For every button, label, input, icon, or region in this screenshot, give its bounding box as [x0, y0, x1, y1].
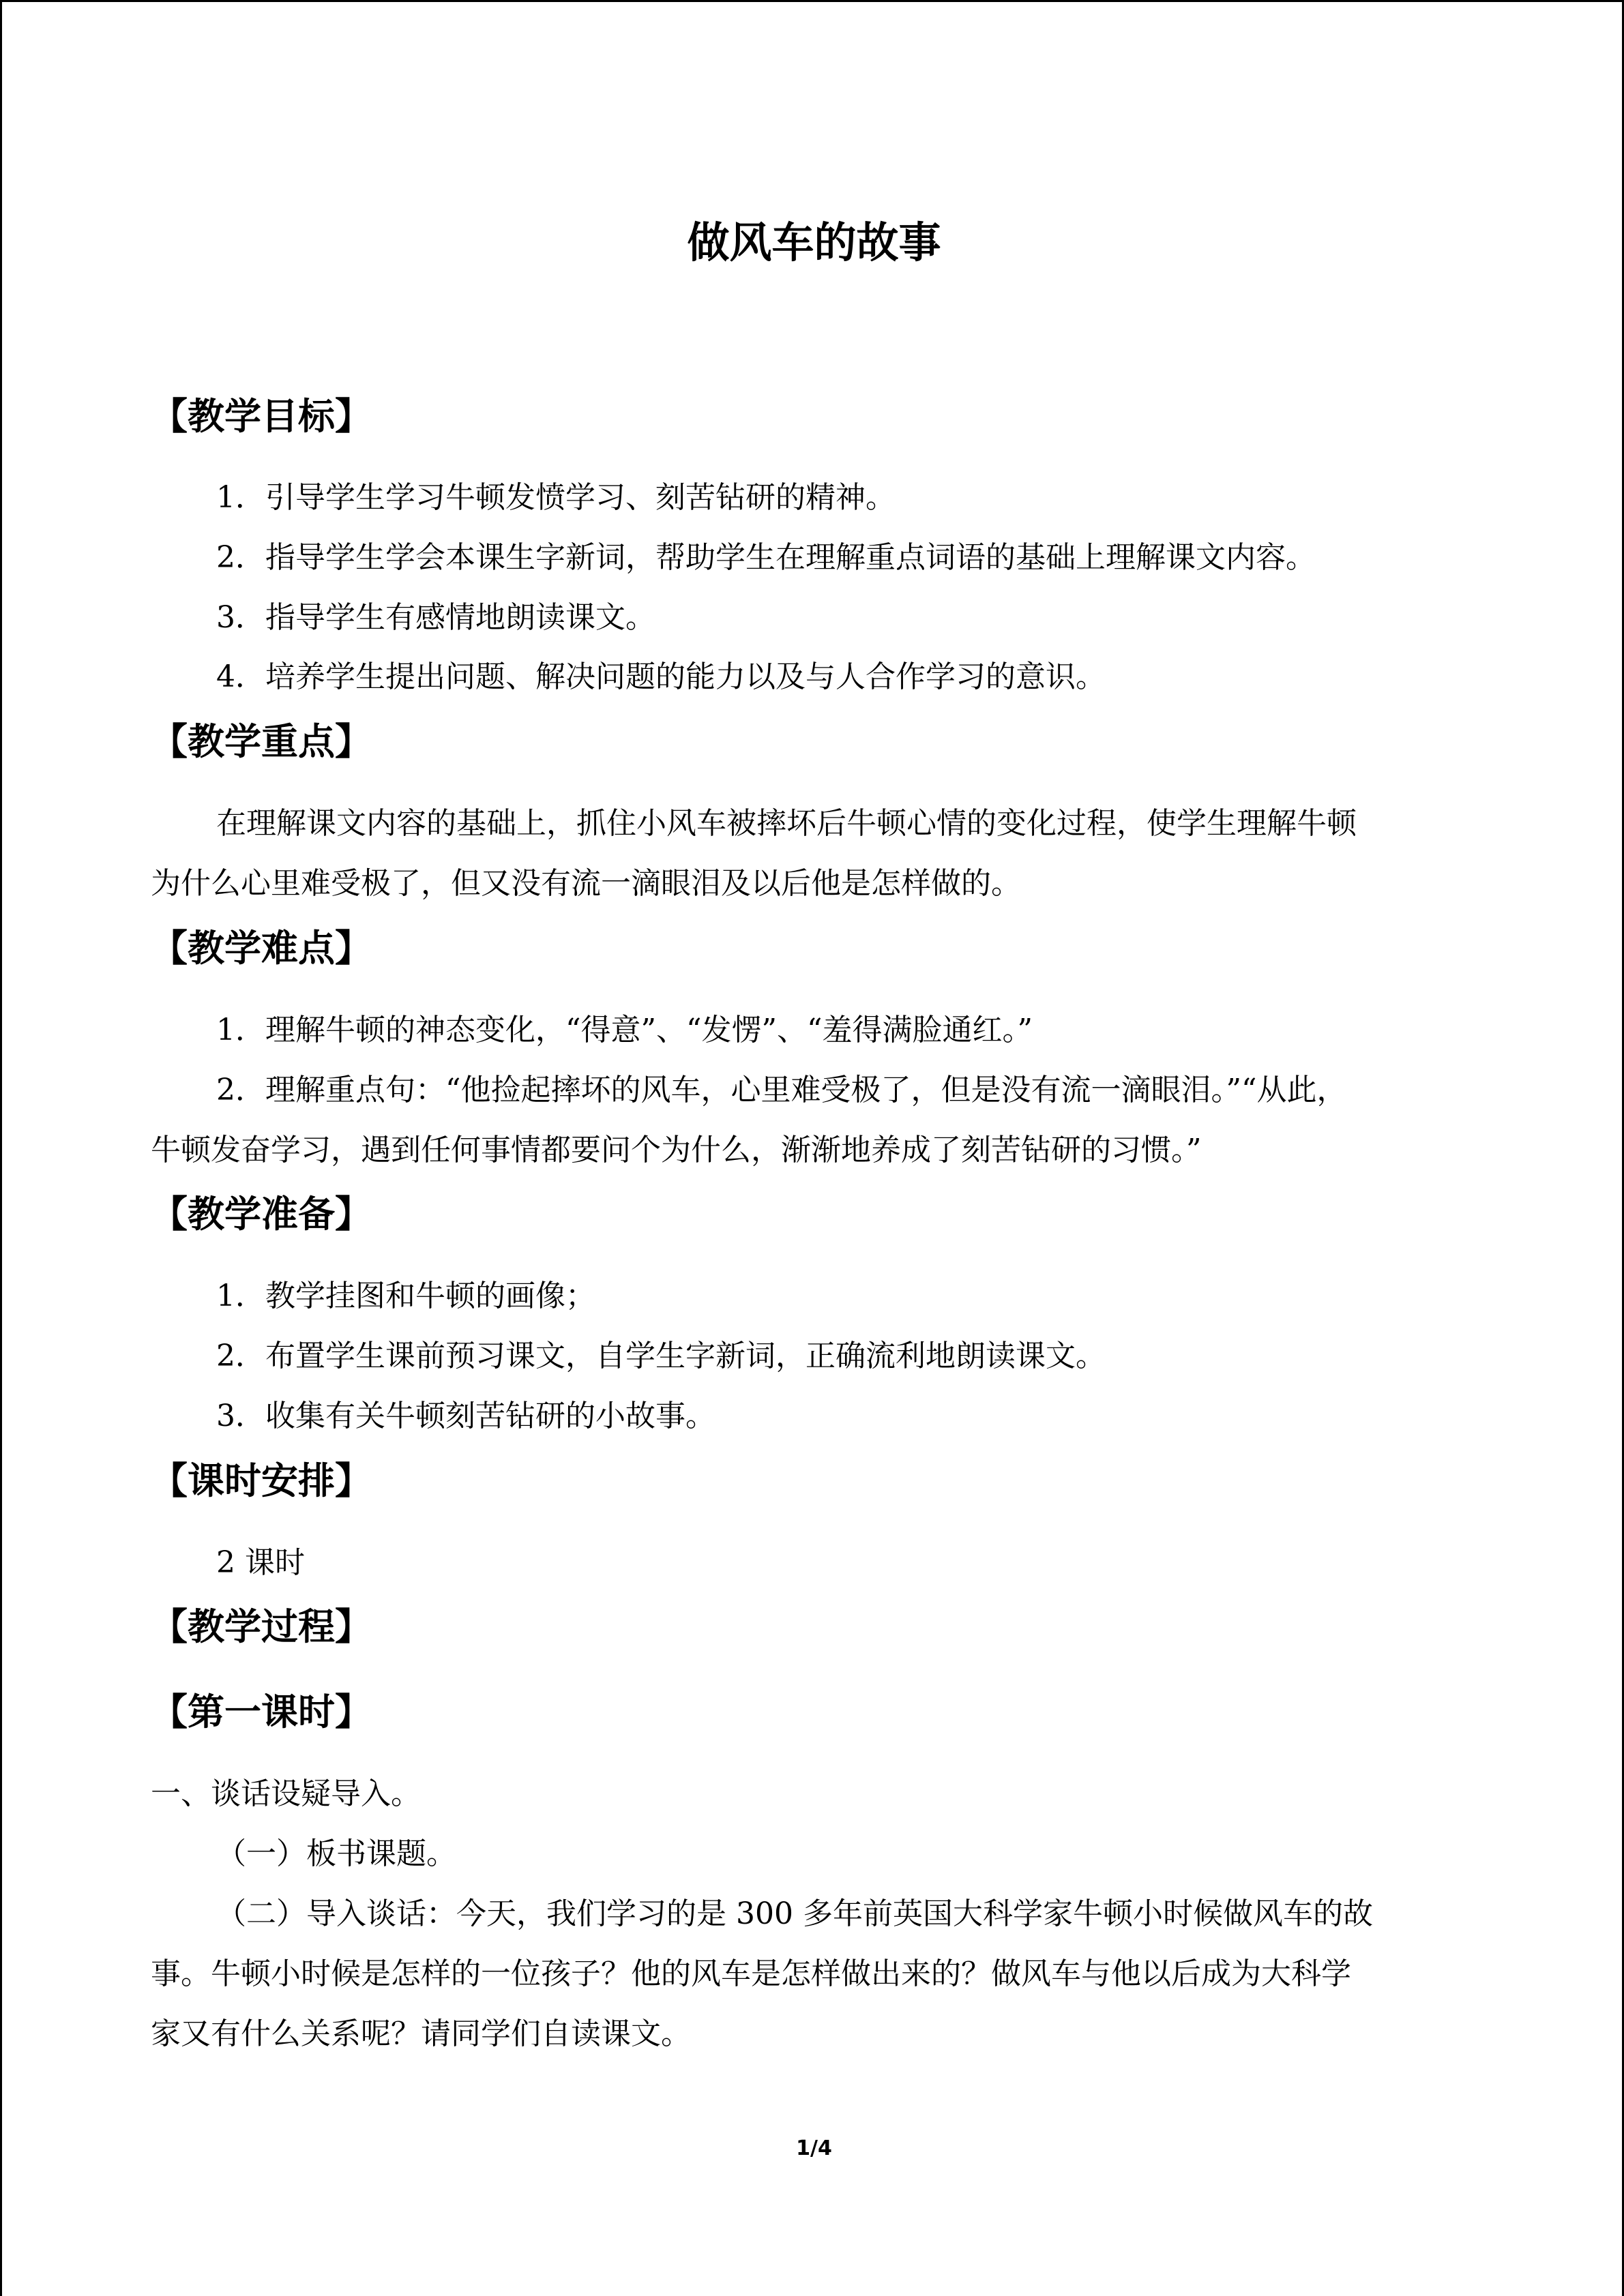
first-lesson-sub-2-line-3: 家又有什么关系呢？请同学们自读课文。: [151, 2016, 691, 2051]
page-number: 1/4: [796, 2136, 832, 2160]
heading-process: 【教学过程】: [151, 1605, 372, 1648]
difficulties-line-1: 1．理解牛顿的神态变化，“得意”、“发愣”、“羞得满脸通红。”: [216, 1013, 1033, 1047]
first-lesson-sub-2-line-2: 事。牛顿小时候是怎样的一位孩子？他的风车是怎样做出来的？做风车与他以后成为大科学: [151, 1956, 1351, 1991]
key-points-line-2: 为什么心里难受极了，但又没有流一滴眼泪及以后他是怎样做的。: [151, 866, 1021, 901]
objective-item-4: 4．培养学生提出问题、解决问题的能力以及与人合作学习的意识。: [216, 659, 1106, 694]
heading-difficulties: 【教学难点】: [151, 927, 372, 970]
document-title: 做风车的故事: [687, 218, 941, 267]
first-lesson-sub-2-line-1: （二）导入谈话：今天，我们学习的是 300 多年前英国大科学家牛顿小时候做风车的故: [216, 1896, 1373, 1931]
preparation-item-2: 2．布置学生课前预习课文，自学生字新词，正确流利地朗读课文。: [216, 1339, 1106, 1373]
heading-preparation: 【教学准备】: [151, 1193, 372, 1236]
preparation-item-1: 1．教学挂图和牛顿的画像；: [216, 1279, 595, 1313]
preparation-item-3: 3．收集有关牛顿刻苦钻研的小故事。: [216, 1399, 715, 1433]
heading-first-lesson: 【第一课时】: [151, 1690, 372, 1733]
heading-objectives: 【教学目标】: [151, 395, 372, 438]
key-points-line-1: 在理解课文内容的基础上，抓住小风车被摔坏后牛顿心情的变化过程，使学生理解牛顿: [216, 806, 1357, 841]
first-lesson-step-1: 一、谈话设疑导入。: [151, 1776, 421, 1811]
heading-schedule: 【课时安排】: [151, 1459, 372, 1502]
difficulties-line-2: 2．理解重点句：“他捡起摔坏的风车，心里难受极了，但是没有流一滴眼泪。”“从此，: [216, 1073, 1347, 1107]
objective-item-1: 1．引导学生学习牛顿发愤学习、刻苦钻研的精神。: [216, 480, 896, 515]
first-lesson-sub-1: （一）板书课题。: [216, 1836, 456, 1871]
objective-item-2: 2．指导学生学会本课生字新词，帮助学生在理解重点词语的基础上理解课文内容。: [216, 540, 1316, 575]
schedule-text: 2 课时: [216, 1545, 305, 1580]
heading-key-points: 【教学重点】: [151, 720, 372, 763]
objective-item-3: 3．指导学生有感情地朗读课文。: [216, 600, 655, 635]
difficulties-line-3: 牛顿发奋学习，遇到任何事情都要问个为什么，渐渐地养成了刻苦钻研的习惯。”: [151, 1133, 1202, 1167]
